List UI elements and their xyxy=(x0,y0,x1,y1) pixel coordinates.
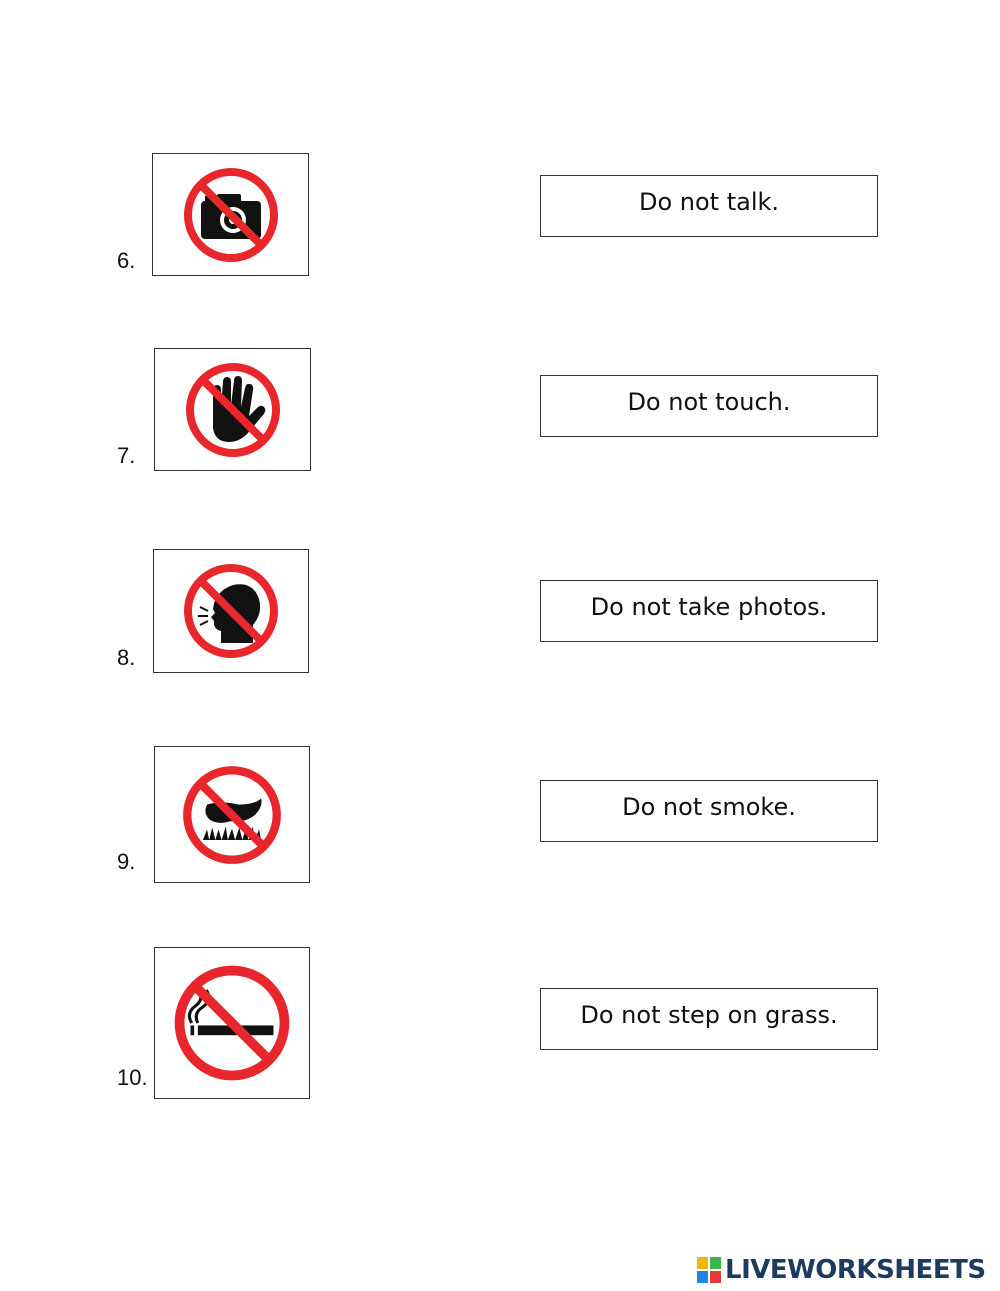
sign-box-6[interactable] xyxy=(152,153,309,276)
item-number-6: 6. xyxy=(117,248,136,273)
no-smoking-icon xyxy=(171,962,293,1084)
liveworksheets-logo-icon xyxy=(697,1257,721,1283)
answer-box-4[interactable]: Do not smoke. xyxy=(540,780,878,842)
sign-box-7[interactable] xyxy=(154,348,311,471)
answer-box-2[interactable]: Do not touch. xyxy=(540,375,878,437)
brand-text: LIVEWORKSHEETS xyxy=(725,1255,986,1285)
answer-box-1[interactable]: Do not talk. xyxy=(540,175,878,237)
sign-box-9[interactable] xyxy=(154,746,310,883)
item-number-10: 10. xyxy=(117,1065,148,1090)
item-number-7: 7. xyxy=(117,443,136,468)
no-talking-icon xyxy=(181,561,281,661)
item-number-9: 9. xyxy=(117,849,136,874)
no-touch-hand-icon xyxy=(183,360,283,460)
no-camera-icon xyxy=(181,165,281,265)
answer-box-5[interactable]: Do not step on grass. xyxy=(540,988,878,1050)
answer-box-3[interactable]: Do not take photos. xyxy=(540,580,878,642)
liveworksheets-brand xyxy=(697,1255,986,1285)
sign-box-8[interactable] xyxy=(153,549,309,673)
sign-box-10[interactable] xyxy=(154,947,310,1099)
no-step-on-grass-icon xyxy=(180,763,284,867)
item-number-8: 8. xyxy=(117,645,136,670)
